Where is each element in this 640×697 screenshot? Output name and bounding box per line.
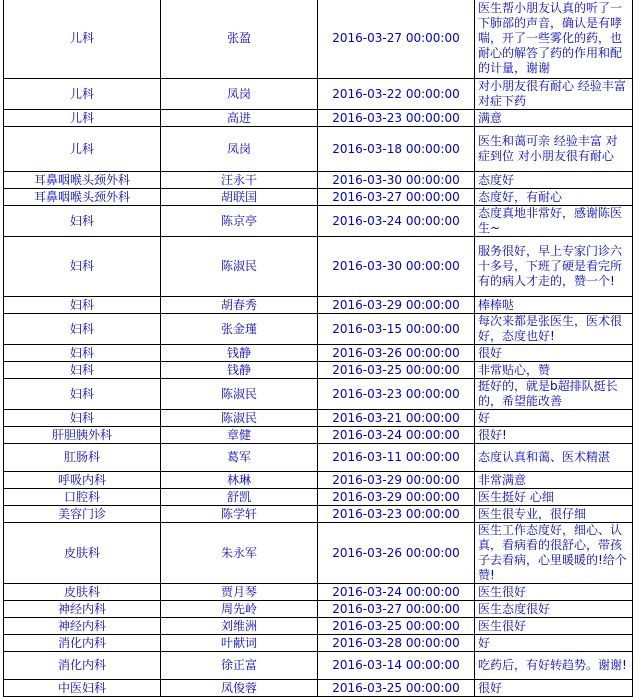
- doctor-cell: 陈京亭: [161, 206, 318, 237]
- comment-cell: 好: [475, 410, 633, 427]
- date-cell: 2016-03-26 00:00:00: [318, 523, 475, 584]
- date-cell: 2016-03-23 00:00:00: [318, 379, 475, 410]
- date-cell: 2016-03-15 00:00:00: [318, 314, 475, 345]
- comment-cell: 态度好: [475, 172, 633, 189]
- date-cell: 2016-03-14 00:00:00: [318, 652, 475, 680]
- date-cell: 2016-03-24 00:00:00: [318, 427, 475, 444]
- table-row: [4, 584, 633, 601]
- department-cell: 神经内科: [4, 601, 161, 618]
- department-cell: 消化内科: [4, 635, 161, 652]
- doctor-cell: 钱静: [161, 362, 318, 379]
- comment-cell: 医生很好: [475, 584, 633, 601]
- date-cell: 2016-03-28 00:00:00: [318, 635, 475, 652]
- table-row: [4, 127, 633, 172]
- reviews-table-body: [4, 0, 633, 697]
- comment-cell: 每次来都是张医生，医术很好，态度也好!: [475, 314, 633, 345]
- doctor-cell: 凤岗: [161, 127, 318, 172]
- table-row: [4, 427, 633, 444]
- table-row: [4, 618, 633, 635]
- comment-cell: 医生挺好 心细: [475, 489, 633, 506]
- reviews-table: [3, 0, 633, 697]
- date-cell: 2016-03-29 00:00:00: [318, 489, 475, 506]
- doctor-cell: 胡联国: [161, 189, 318, 206]
- department-cell: 消化内科: [4, 652, 161, 680]
- department-cell: 肝胆胰外科: [4, 427, 161, 444]
- comment-cell: 医生很好: [475, 618, 633, 635]
- table-row: [4, 601, 633, 618]
- table-row: [4, 297, 633, 314]
- doctor-cell: 凤岗: [161, 79, 318, 110]
- department-cell: 儿科: [4, 110, 161, 127]
- doctor-cell: 钱静: [161, 345, 318, 362]
- comment-cell: 医生态度很好: [475, 601, 633, 618]
- doctor-cell: 陈淑民: [161, 410, 318, 427]
- department-cell: 耳鼻咽喉头颈外科: [4, 172, 161, 189]
- doctor-cell: 周先岭: [161, 601, 318, 618]
- date-cell: 2016-03-21 00:00:00: [318, 410, 475, 427]
- date-cell: 2016-03-23 00:00:00: [318, 110, 475, 127]
- doctor-cell: 舒凯: [161, 489, 318, 506]
- comment-cell: 非常满意: [475, 472, 633, 489]
- comment-cell: 对小朋友很有耐心 经验丰富 对症下药: [475, 79, 633, 110]
- date-cell: 2016-03-18 00:00:00: [318, 127, 475, 172]
- doctor-cell: 陈淑民: [161, 379, 318, 410]
- table-row: [4, 110, 633, 127]
- table-row: [4, 79, 633, 110]
- table-row: [4, 523, 633, 584]
- table-row: [4, 472, 633, 489]
- table-row: [4, 652, 633, 680]
- table-row: [4, 172, 633, 189]
- department-cell: 妇科: [4, 297, 161, 314]
- date-cell: 2016-03-27 00:00:00: [318, 601, 475, 618]
- doctor-cell: 刘维洲: [161, 618, 318, 635]
- department-cell: 儿科: [4, 0, 161, 79]
- table-row: [4, 0, 633, 79]
- department-cell: 儿科: [4, 79, 161, 110]
- comment-cell: 医生和蔼可亲 经验丰富 对症到位 对小朋友很有耐心: [475, 127, 633, 172]
- date-cell: 2016-03-22 00:00:00: [318, 79, 475, 110]
- comment-cell: 医生帮小朋友认真的听了一下肺部的声音，确认是有哮喘，开了一些雾化的药，也耐心的解答了药的作用和配的计量，谢谢: [475, 0, 633, 79]
- date-cell: 2016-03-30 00:00:00: [318, 172, 475, 189]
- doctor-cell: 叶献词: [161, 635, 318, 652]
- comment-cell: 很好: [475, 680, 633, 697]
- comment-cell: 满意: [475, 110, 633, 127]
- comment-cell: 好: [475, 635, 633, 652]
- doctor-cell: 汪永干: [161, 172, 318, 189]
- date-cell: 2016-03-29 00:00:00: [318, 297, 475, 314]
- department-cell: 妇科: [4, 206, 161, 237]
- table-row: [4, 444, 633, 472]
- department-cell: 妇科: [4, 345, 161, 362]
- department-cell: 美容门诊: [4, 506, 161, 523]
- comment-cell: 吃药后，有好转趋势。谢谢!: [475, 652, 633, 680]
- department-cell: 神经内科: [4, 618, 161, 635]
- doctor-cell: 葛军: [161, 444, 318, 472]
- comment-cell: 医生工作态度好，细心、认真，看病看的很舒心，带孩子去看病，心里暖暖的!给个赞!: [475, 523, 633, 584]
- table-row: [4, 189, 633, 206]
- table-row: [4, 379, 633, 410]
- department-cell: 呼吸内科: [4, 472, 161, 489]
- doctor-cell: 徐正富: [161, 652, 318, 680]
- table-row: [4, 237, 633, 297]
- comment-cell: 态度认真和蔼、医术精湛: [475, 444, 633, 472]
- table-row: [4, 680, 633, 697]
- comment-cell: 很好: [475, 345, 633, 362]
- department-cell: 妇科: [4, 410, 161, 427]
- doctor-cell: 林琳: [161, 472, 318, 489]
- table-row: [4, 635, 633, 652]
- comment-cell: 态度真地非常好，感谢陈医生~: [475, 206, 633, 237]
- date-cell: 2016-03-27 00:00:00: [318, 0, 475, 79]
- department-cell: 皮肤科: [4, 523, 161, 584]
- department-cell: 口腔科: [4, 489, 161, 506]
- department-cell: 肛肠科: [4, 444, 161, 472]
- date-cell: 2016-03-30 00:00:00: [318, 237, 475, 297]
- doctor-cell: 陈学轩: [161, 506, 318, 523]
- date-cell: 2016-03-11 00:00:00: [318, 444, 475, 472]
- comment-cell: 非常贴心，赞: [475, 362, 633, 379]
- date-cell: 2016-03-27 00:00:00: [318, 189, 475, 206]
- department-cell: 妇科: [4, 237, 161, 297]
- doctor-cell: 朱永军: [161, 523, 318, 584]
- comment-cell: 挺好的，就是b超排队挺长的，希望能改善: [475, 379, 633, 410]
- table-row: [4, 362, 633, 379]
- doctor-cell: 陈淑民: [161, 237, 318, 297]
- doctor-cell: 胡春秀: [161, 297, 318, 314]
- table-row: [4, 345, 633, 362]
- department-cell: 儿科: [4, 127, 161, 172]
- comment-cell: 很好!: [475, 427, 633, 444]
- comment-cell: 棒棒哒: [475, 297, 633, 314]
- doctor-cell: 凤俊蓉: [161, 680, 318, 697]
- table-row: [4, 489, 633, 506]
- doctor-cell: 章健: [161, 427, 318, 444]
- department-cell: 耳鼻咽喉头颈外科: [4, 189, 161, 206]
- date-cell: 2016-03-25 00:00:00: [318, 680, 475, 697]
- doctor-cell: 张金瑾: [161, 314, 318, 345]
- department-cell: 中医妇科: [4, 680, 161, 697]
- department-cell: 妇科: [4, 314, 161, 345]
- table-row: [4, 506, 633, 523]
- doctor-cell: 高进: [161, 110, 318, 127]
- date-cell: 2016-03-25 00:00:00: [318, 618, 475, 635]
- comment-cell: 医生很专业，很仔细: [475, 506, 633, 523]
- date-cell: 2016-03-24 00:00:00: [318, 584, 475, 601]
- department-cell: 妇科: [4, 362, 161, 379]
- date-cell: 2016-03-26 00:00:00: [318, 345, 475, 362]
- department-cell: 妇科: [4, 379, 161, 410]
- department-cell: 皮肤科: [4, 584, 161, 601]
- doctor-cell: 贾月琴: [161, 584, 318, 601]
- date-cell: 2016-03-25 00:00:00: [318, 362, 475, 379]
- comment-cell: 服务很好，早上专家门诊六十多号，下班了硬是看完所有的病人才走的，赞一个!: [475, 237, 633, 297]
- date-cell: 2016-03-24 00:00:00: [318, 206, 475, 237]
- date-cell: 2016-03-23 00:00:00: [318, 506, 475, 523]
- table-row: [4, 206, 633, 237]
- comment-cell: 态度好，有耐心: [475, 189, 633, 206]
- table-row: [4, 410, 633, 427]
- table-row: [4, 314, 633, 345]
- doctor-cell: 张盈: [161, 0, 318, 79]
- date-cell: 2016-03-29 00:00:00: [318, 472, 475, 489]
